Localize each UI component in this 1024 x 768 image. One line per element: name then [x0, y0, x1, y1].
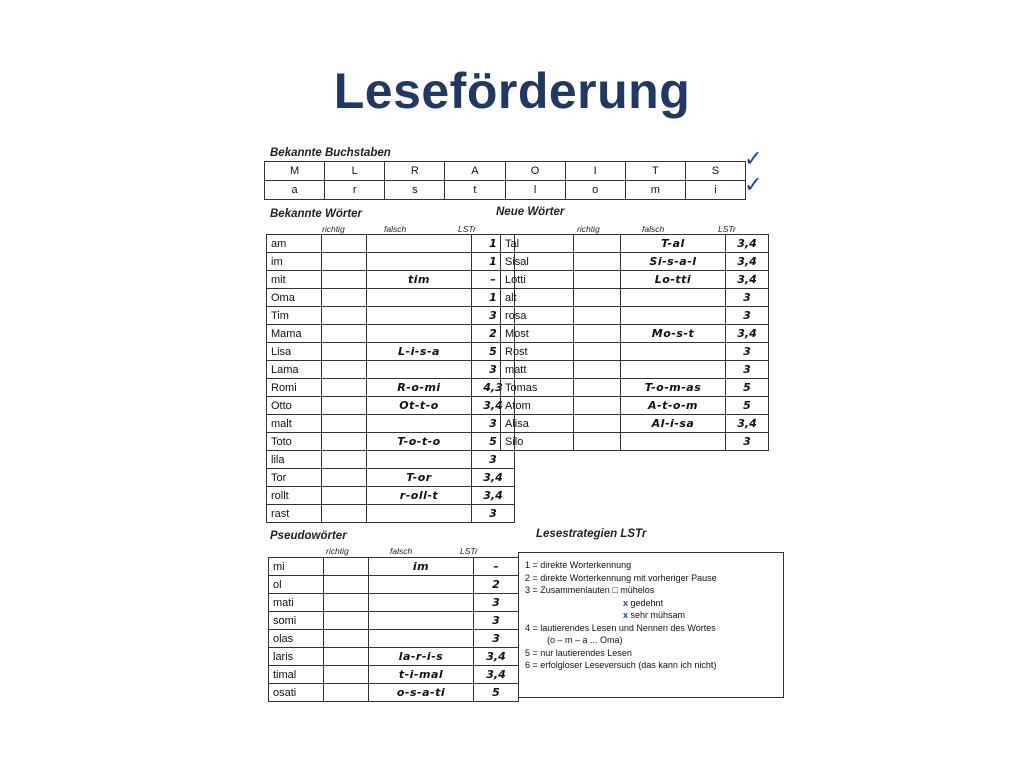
table-row [267, 487, 515, 505]
wrong-cell: o-s-a-ti [369, 684, 474, 702]
lstr-cell: 3,4 [726, 415, 769, 433]
correct-cell [574, 289, 621, 307]
correct-cell [322, 415, 367, 433]
x-mark: x [623, 610, 629, 620]
wrong-cell [367, 325, 472, 343]
col-header-wrong: falsch [390, 546, 413, 556]
lstr-cell: 3 [474, 594, 519, 612]
col-header-wrong: falsch [642, 224, 665, 234]
wrong-cell: t-i-mal [369, 666, 474, 684]
table-row [267, 433, 515, 451]
table-row [269, 666, 519, 684]
correct-cell [322, 253, 367, 271]
word-cell: olas [269, 630, 324, 648]
correct-cell [574, 343, 621, 361]
wrong-cell [367, 415, 472, 433]
wrong-cell [367, 253, 472, 271]
lstr-cell: 1 [472, 289, 515, 307]
correct-cell [574, 253, 621, 271]
lstr-cell: 3,4 [726, 325, 769, 343]
letter-cell: o [565, 181, 625, 200]
option-label: sehr mühsam [630, 610, 686, 620]
table-row [267, 271, 515, 289]
lstr-cell: 3 [472, 307, 515, 325]
col-header-correct: richtig [322, 224, 345, 234]
word-cell: Oma [267, 289, 322, 307]
letter-cell: O [505, 162, 565, 181]
lstr-cell: 3 [726, 307, 769, 325]
table-row [267, 343, 515, 361]
correct-cell [322, 361, 367, 379]
legend-text: 3 = Zusammenlauten [525, 585, 610, 595]
legend-line: (o – m – a ... Oma) [547, 635, 623, 645]
wrong-cell: T-or [367, 469, 472, 487]
pseudo-words-table [268, 557, 519, 702]
table-row [501, 271, 769, 289]
correct-cell [574, 433, 621, 451]
wrong-cell [367, 289, 472, 307]
table-row [269, 558, 519, 576]
lstr-cell: 3 [726, 361, 769, 379]
correct-cell [322, 271, 367, 289]
letter-cell: l [505, 181, 565, 200]
letter-cell: T [625, 162, 685, 181]
table-row [501, 289, 769, 307]
word-cell: Sisal [501, 253, 574, 271]
letter-cell: L [325, 162, 385, 181]
lstr-cell: 3,4 [474, 666, 519, 684]
correct-cell [322, 235, 367, 253]
wrong-cell [621, 433, 726, 451]
correct-cell [322, 487, 367, 505]
table-row [267, 379, 515, 397]
table-row [501, 361, 769, 379]
table-row [501, 307, 769, 325]
wrong-cell: Mo-s-t [621, 325, 726, 343]
wrong-cell [621, 361, 726, 379]
wrong-cell [621, 307, 726, 325]
letter-cell: m [625, 181, 685, 200]
table-row [267, 361, 515, 379]
correct-cell [322, 379, 367, 397]
wrong-cell [367, 451, 472, 469]
lstr-cell: 5 [474, 684, 519, 702]
legend-line: 1 = direkte Worterkennung [525, 560, 632, 570]
word-cell: am [267, 235, 322, 253]
letter-cell: t [445, 181, 505, 200]
lstr-cell: 3,4 [726, 271, 769, 289]
word-cell: Lotti [501, 271, 574, 289]
table-row [269, 684, 519, 702]
lstr-cell: 3 [472, 361, 515, 379]
table-row [501, 343, 769, 361]
correct-cell [322, 343, 367, 361]
correct-cell [574, 379, 621, 397]
word-cell: Lisa [267, 343, 322, 361]
correct-cell [574, 361, 621, 379]
wrong-cell: T-o-m-as [621, 379, 726, 397]
legend-line: 6 = erfolgloser Leseversuch (das kann ich nicht) [525, 660, 717, 670]
option-label: mühelos [620, 585, 655, 595]
word-cell: Tor [267, 469, 322, 487]
lstr-cell: 3 [726, 433, 769, 451]
check-mark-icon: ✓ [744, 146, 763, 171]
word-cell: somi [269, 612, 324, 630]
correct-cell [322, 505, 367, 523]
word-cell: lila [267, 451, 322, 469]
wrong-cell: R-o-mi [367, 379, 472, 397]
lstr-cell: 3 [726, 343, 769, 361]
table-row [501, 253, 769, 271]
table-row [501, 235, 769, 253]
letter-cell: r [325, 181, 385, 200]
letter-cell: M [265, 162, 325, 181]
table-row [267, 235, 515, 253]
correct-cell [322, 325, 367, 343]
word-cell: Alisa [501, 415, 574, 433]
word-cell: Atom [501, 397, 574, 415]
lstr-cell: 3,4 [472, 487, 515, 505]
wrong-cell: T-o-t-o [367, 433, 472, 451]
lstr-cell: 3 [474, 612, 519, 630]
lstr-cell: 3 [726, 289, 769, 307]
table-row [267, 451, 515, 469]
uppercase-row [265, 162, 746, 181]
lstr-cell: 3,4 [472, 397, 515, 415]
word-cell: timal [269, 666, 324, 684]
word-cell: Toto [267, 433, 322, 451]
wrong-cell: im [369, 558, 474, 576]
word-cell: matt [501, 361, 574, 379]
wrong-cell [367, 505, 472, 523]
wrong-cell: Al-i-sa [621, 415, 726, 433]
lstr-cell: 3 [472, 415, 515, 433]
word-cell: alt [501, 289, 574, 307]
wrong-cell: tim [367, 271, 472, 289]
word-cell: Romi [267, 379, 322, 397]
letter-cell: R [385, 162, 445, 181]
wrong-cell [367, 361, 472, 379]
letter-cell: S [685, 162, 745, 181]
word-cell: mi [269, 558, 324, 576]
wrong-cell: Lo-tti [621, 271, 726, 289]
wrong-cell: r-oll-t [367, 487, 472, 505]
new-words-table [500, 234, 769, 451]
word-cell: im [267, 253, 322, 271]
correct-cell [574, 397, 621, 415]
lstr-cell: 3 [472, 451, 515, 469]
table-row [269, 648, 519, 666]
legend-line: 4 = lautierendes Lesen und Nennen des Wortes [525, 622, 716, 633]
lowercase-row [265, 181, 746, 200]
correct-cell [324, 594, 369, 612]
word-cell: Rost [501, 343, 574, 361]
table-row [501, 325, 769, 343]
table-row [269, 612, 519, 630]
new-words-heading: Neue Wörter [496, 206, 565, 218]
table-row [267, 469, 515, 487]
x-mark: x [623, 597, 629, 608]
col-header-correct: richtig [326, 546, 349, 556]
lstr-cell: 5 [726, 379, 769, 397]
col-header-correct: richtig [577, 224, 600, 234]
word-cell: Silo [501, 433, 574, 451]
known-words-table [266, 234, 515, 523]
wrong-cell [369, 630, 474, 648]
lstr-cell: – [474, 558, 519, 576]
letter-cell: s [385, 181, 445, 200]
correct-cell [324, 576, 369, 594]
correct-cell [324, 558, 369, 576]
col-header-strategy: LSTr [718, 224, 736, 234]
lstr-cell: 3 [472, 505, 515, 523]
wrong-cell: T-al [621, 235, 726, 253]
col-header-wrong: falsch [384, 224, 407, 234]
correct-cell [322, 307, 367, 325]
wrong-cell [621, 289, 726, 307]
wrong-cell: L-i-s-a [367, 343, 472, 361]
legend-line: 5 = nur lautierendes Lesen [525, 647, 632, 658]
correct-cell [324, 684, 369, 702]
lstr-cell: 3,4 [726, 253, 769, 271]
wrong-cell: A-t-o-m [621, 397, 726, 415]
wrong-cell: Ot-t-o [367, 397, 472, 415]
strategies-legend [518, 552, 784, 698]
correct-cell [574, 271, 621, 289]
table-row [267, 325, 515, 343]
legend-subline [525, 597, 777, 610]
strategies-heading: Lesestrategien LSTr [536, 528, 647, 540]
table-row [267, 505, 515, 523]
slide-title: Leseförderung [333, 63, 691, 119]
lstr-cell: 3,4 [726, 235, 769, 253]
letters-heading: Bekannte Buchstaben [270, 147, 391, 159]
correct-cell [574, 325, 621, 343]
table-row [267, 415, 515, 433]
col-header-strategy: LSTr [458, 224, 476, 234]
word-cell: Tomas [501, 379, 574, 397]
pseudo-words-heading: Pseudowörter [270, 530, 347, 542]
word-cell: mati [269, 594, 324, 612]
word-cell: rollt [267, 487, 322, 505]
lstr-cell: 5 [472, 433, 515, 451]
col-header-strategy: LSTr [460, 546, 478, 556]
lstr-cell: 5 [472, 343, 515, 361]
lstr-cell: 5 [726, 397, 769, 415]
legend-line: 2 = direkte Worterkennung mit vorheriger Pause [525, 572, 717, 583]
known-words-heading: Bekannte Wörter [270, 208, 363, 220]
lstr-cell: 1 [472, 253, 515, 271]
word-cell: mit [267, 271, 322, 289]
table-row [267, 253, 515, 271]
wrong-cell [369, 576, 474, 594]
lstr-cell: 3 [474, 630, 519, 648]
correct-cell [324, 666, 369, 684]
letter-cell: a [265, 181, 325, 200]
option-box: □ [612, 585, 618, 595]
table-row [501, 415, 769, 433]
table-row [501, 397, 769, 415]
wrong-cell [369, 594, 474, 612]
correct-cell [324, 612, 369, 630]
word-cell: osati [269, 684, 324, 702]
letter-cell: A [445, 162, 505, 181]
word-cell: Otto [267, 397, 322, 415]
word-cell: Tal [501, 235, 574, 253]
table-row [269, 594, 519, 612]
word-cell: rosa [501, 307, 574, 325]
correct-cell [324, 648, 369, 666]
word-cell: Tim [267, 307, 322, 325]
lstr-cell: 3,4 [474, 648, 519, 666]
letters-table [264, 161, 746, 200]
correct-cell [322, 289, 367, 307]
table-row [267, 397, 515, 415]
lstr-cell: 3,4 [472, 469, 515, 487]
word-cell: ol [269, 576, 324, 594]
correct-cell [322, 469, 367, 487]
table-row [269, 576, 519, 594]
wrong-cell: Si-s-a-l [621, 253, 726, 271]
word-cell: laris [269, 648, 324, 666]
table-row [269, 630, 519, 648]
lstr-cell: 2 [472, 325, 515, 343]
correct-cell [574, 235, 621, 253]
correct-cell [322, 433, 367, 451]
correct-cell [322, 397, 367, 415]
lstr-cell: 4,3 [472, 379, 515, 397]
wrong-cell [367, 235, 472, 253]
table-row [501, 379, 769, 397]
lstr-cell: 2 [474, 576, 519, 594]
lstr-cell: 1 [472, 235, 515, 253]
wrong-cell [621, 343, 726, 361]
correct-cell [574, 307, 621, 325]
word-cell: Lama [267, 361, 322, 379]
wrong-cell [369, 612, 474, 630]
wrong-cell [367, 307, 472, 325]
correct-cell [324, 630, 369, 648]
option-label: gedehnt [630, 597, 664, 608]
check-mark-icon: ✓ [744, 172, 763, 197]
table-row [267, 307, 515, 325]
wrong-cell: la-r-i-s [369, 648, 474, 666]
table-row [501, 433, 769, 451]
letter-cell: I [565, 162, 625, 181]
correct-cell [322, 451, 367, 469]
table-row [267, 289, 515, 307]
lstr-cell: – [472, 271, 515, 289]
legend-line [525, 584, 777, 597]
word-cell: Most [501, 325, 574, 343]
letter-cell: i [685, 181, 745, 200]
word-cell: malt [267, 415, 322, 433]
word-cell: rast [267, 505, 322, 523]
word-cell: Mama [267, 325, 322, 343]
legend-subline [525, 609, 777, 622]
correct-cell [574, 415, 621, 433]
